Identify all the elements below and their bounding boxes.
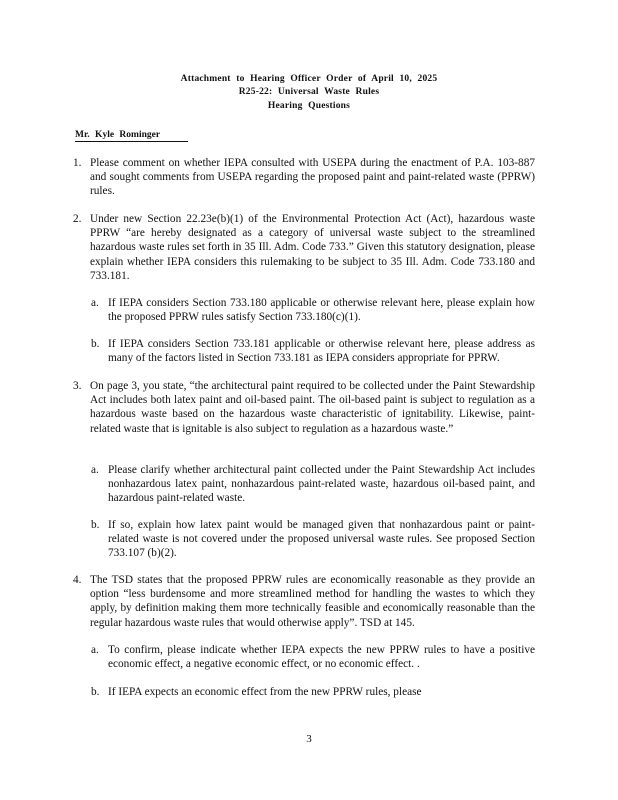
subquestion-text: To confirm, please indicate whether IEPA expects the new PPRW rules to have a positive economic effect, a negative economic effect, or no economic effect. .: [108, 644, 535, 671]
subquestion-letter: a.: [91, 644, 99, 656]
question-4b: [91, 685, 535, 699]
question-3a: [91, 463, 535, 506]
subquestion-letter: a.: [91, 297, 99, 309]
header-title-line: Attachment to Hearing Officer Order of April 10, 2025: [180, 74, 438, 84]
question-number: 3.: [73, 380, 82, 392]
subquestion-text: If so, explain how latex paint would be managed given that nonhazardous paint or paint-related waste is not covered under the proposed universal waste rules. See proposed Section 733.107 (b)(2).: [108, 519, 535, 560]
question-4: [73, 573, 535, 630]
subquestion-text: If IEPA considers Section 733.181 applicable or otherwise relevant here, please address as many of the factors listed in Section 733.181 as IEPA considers appropriate for PPRW.: [108, 338, 535, 365]
question-2a: [91, 296, 535, 324]
question-text: The TSD states that the proposed PPRW rules are economically reasonable as they provide an option “less burdensome and more streamlined method for handling the wastes to which they apply, by definition making them more technically feasible and economically reasonable than the regular hazardous waste rules that would otherwise apply”. TSD at 145.: [90, 574, 535, 629]
question-3: [73, 379, 535, 436]
header-subtitle-line: Hearing Questions: [267, 101, 351, 111]
subquestion-text: Please clarify whether architectural paint collected under the Paint Stewardship Act includes nonhazardous latex paint, nonhazardous paint-related waste, hazardous oil-based paint, and hazardous paint-related waste.: [108, 464, 535, 505]
question-1: [73, 156, 535, 199]
question-text: Please comment on whether IEPA consulted with USEPA during the enactment of P.A. 103-887 and sought comments from USEPA regarding the proposed paint and paint-related waste (PPRW) rules.: [90, 157, 535, 198]
subquestion-text: If IEPA expects an economic effect from the new PPRW rules, please: [108, 686, 422, 698]
question-number: 1.: [73, 157, 82, 169]
question-2b: [91, 337, 535, 365]
question-4a: [91, 643, 535, 671]
question-2: [73, 212, 535, 283]
question-text: Under new Section 22.23e(b)(1) of the Environmental Protection Act (Act), hazardous waste PPRW “are hereby designated as a category of universal waste subject to the streamlined hazardous waste rules set forth in 35 Ill. Adm. Code 733.” Given this statutory designation, please explain whether IEPA considers this rulemaking to be subject to 35 Ill. Adm. Code 733.180 and 733.181.: [90, 213, 535, 282]
question-number: 4.: [73, 574, 82, 586]
subquestion-letter: b.: [91, 338, 100, 350]
header-docket-line: R25-22: Universal Waste Rules: [238, 87, 380, 97]
subquestion-letter: b.: [91, 686, 100, 698]
question-text: On page 3, you state, “the architectural paint required to be collected under the Paint Stewardship Act includes both latex paint and oil-based paint. The oil-based paint is subject to regulation as a hazardous waste based on the hazardous waste characteristic of ignitability. Likewise, paint-related waste that is ignitable is also subject to regulation as a hazardous waste.”: [90, 380, 535, 435]
subquestion-text: If IEPA considers Section 733.180 applicable or otherwise relevant here, please explain how the proposed PPRW rules satisfy Section 733.180(c)(1).: [108, 297, 535, 324]
subquestion-letter: a.: [91, 464, 99, 476]
question-number: 2.: [73, 213, 82, 225]
recipient-name: Mr. Kyle Rominger: [75, 129, 188, 142]
subquestion-letter: b.: [91, 519, 100, 531]
question-3b: [91, 518, 535, 561]
page-number: 3: [306, 733, 312, 745]
